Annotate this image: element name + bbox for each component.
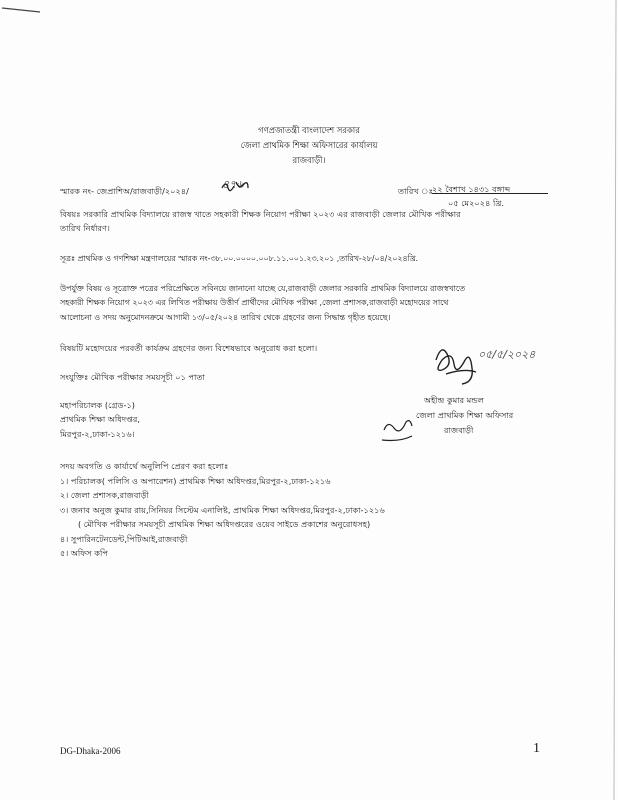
signatory-designation: জেলা প্রাথমিক শিক্ষা অফিসার bbox=[416, 410, 514, 420]
header-line-3: রাজবাড়ী। bbox=[292, 155, 326, 165]
copy-note: সদয় অবগতি ও কার্যার্থে অনুলিপি প্রেরণ করা হলোঃ bbox=[60, 461, 229, 471]
signature-handwritten-date: ০৫/৫/২০২৪ bbox=[478, 348, 536, 361]
header-line-1: গণপ্রজাতন্ত্রী বাংলাদেশ সরকার bbox=[258, 125, 360, 135]
subject-line-1: বিষয়ঃ সরকারি প্রাথমিক বিদ্যালয়ে রাজস্ব খাতে সহকারী শিক্ষক নিয়োগ পরীক্ষা ২০২৩ এর রাজবাড়ী জেলার মৌখিক পরীক্ষার bbox=[60, 209, 461, 219]
footer-code: DG-Dhaka-2006 bbox=[60, 746, 121, 756]
date-bangla: ২২ বৈশাখ ১৪৩১ বঙ্গাব্দ bbox=[432, 184, 511, 194]
signatory-location: রাজবাড়ী bbox=[444, 425, 474, 435]
body-line-2: সহকারী শিক্ষক নিয়োগ ২০২৩ এর লিখিত পরীক্ষায় উত্তীর্ণ প্রার্থীদের মৌখিক পরীক্ষা ,জেলা প্রশাসক,রাজবাড়ী মহোদয়ের সাথে bbox=[60, 298, 449, 307]
copy-item-5: ৫। অফিস কপি bbox=[60, 548, 108, 558]
request-line: বিষয়টি মহোদয়ের পরবর্তী কার্যক্রম গ্রহণের জন্য বিশেষভাবে অনুরোধ করা হলো। bbox=[60, 343, 318, 353]
copy-item-3: ৩। জনাব অনুজ কুমার রায়,সিনিয়র সিস্টেম এনালিষ্ট, প্রাথমিক শিক্ষা অধিদপ্তর,মিরপুর-২,ঢাকা-১২১৬ bbox=[60, 505, 385, 515]
body-line-1: উপর্যুক্ত বিষয় ও সূত্রোক্ত পত্রের পরিপ্রেক্ষিতে সবিনয়ে জানানো যাচ্ছে যে,রাজবাড়ী জেলার সরকারি প্রাথমিক বিদ্যালয়ে রাজস্বখাতে bbox=[60, 284, 466, 293]
header-line-2: জেলা প্রাথমিক শিক্ষা অফিসারের কার্যালয় bbox=[240, 140, 378, 150]
recipient-line-2: প্রাথমিক শিক্ষা অধিদপ্তর, bbox=[60, 414, 140, 424]
signature-scribble bbox=[436, 350, 476, 384]
date-divider bbox=[432, 193, 548, 194]
copy-item-3-note: ( মৌখিক পরীক্ষার সময়সূচী প্রাথমিক শিক্ষা অধিদপ্তরের ওয়েব সাইডে প্রকাশের অনুরোধসহ) bbox=[78, 519, 371, 529]
attachment-line: সংযুক্তিঃ মৌখিক পরীক্ষার সময়সূচী ০১ পাতা bbox=[60, 372, 205, 382]
page-number: 1 bbox=[533, 741, 540, 756]
memo-number-handwritten: ৪৭৬ bbox=[222, 178, 244, 191]
reference-line: সূত্রঃ প্রাথমিক ও গণশিক্ষা মন্ত্রণালয়ের স্মারক নং-৩৮.০০.০০০০.০০৮.১১.০০১.২৩.২০১ ,তারিখ-২৮/০৪/২০২৪খ্রি. bbox=[60, 254, 419, 263]
scan-artifact-mark bbox=[2, 8, 40, 12]
recipient-line-3: মিরপুর-২,ঢাকা-১২১৬। bbox=[60, 429, 135, 439]
body-line-3: আলোচনা ও সদয় অনুমোদনক্রমে আগামী ১৩/০৫/২০২৪ তারিখ থেকে গ্রহণের জন্য সিদ্ধান্ত গৃহীত হয়েছে। bbox=[60, 313, 391, 322]
signatory-name: অহীন্দ্র কুমার মন্ডল bbox=[424, 395, 484, 405]
memo-number: স্মারক নং- জেপ্রাশিঅ/রাজবাড়ী/২০২৪/ bbox=[60, 186, 189, 196]
date-gregorian: ০৫ মে২০২৪ খ্রি. bbox=[448, 198, 505, 208]
date-label: তারিখ ঃ bbox=[398, 186, 434, 196]
subject-line-2: তারিখ নির্ধারণ। bbox=[60, 223, 110, 233]
scan-edge-line bbox=[614, 0, 616, 800]
copy-item-2: ২। জেলা প্রশাসক,রাজবাড়ী bbox=[60, 490, 149, 500]
copy-item-4: ৪। সুপারিনটেনডেন্ট,পিটিআই,রাজবাড়ী bbox=[60, 534, 188, 544]
copy-item-1: ১। পরিচালক( পলিসি ও অপারেশন) প্রাথমিক শিক্ষা অধিদপ্তর,মিরপুর-২,ঢাকা-১২১৬ bbox=[60, 476, 331, 486]
recipient-line-1: মহাপরিচালক (গ্রেড-১) bbox=[60, 400, 135, 410]
initial-scribble bbox=[382, 421, 412, 441]
